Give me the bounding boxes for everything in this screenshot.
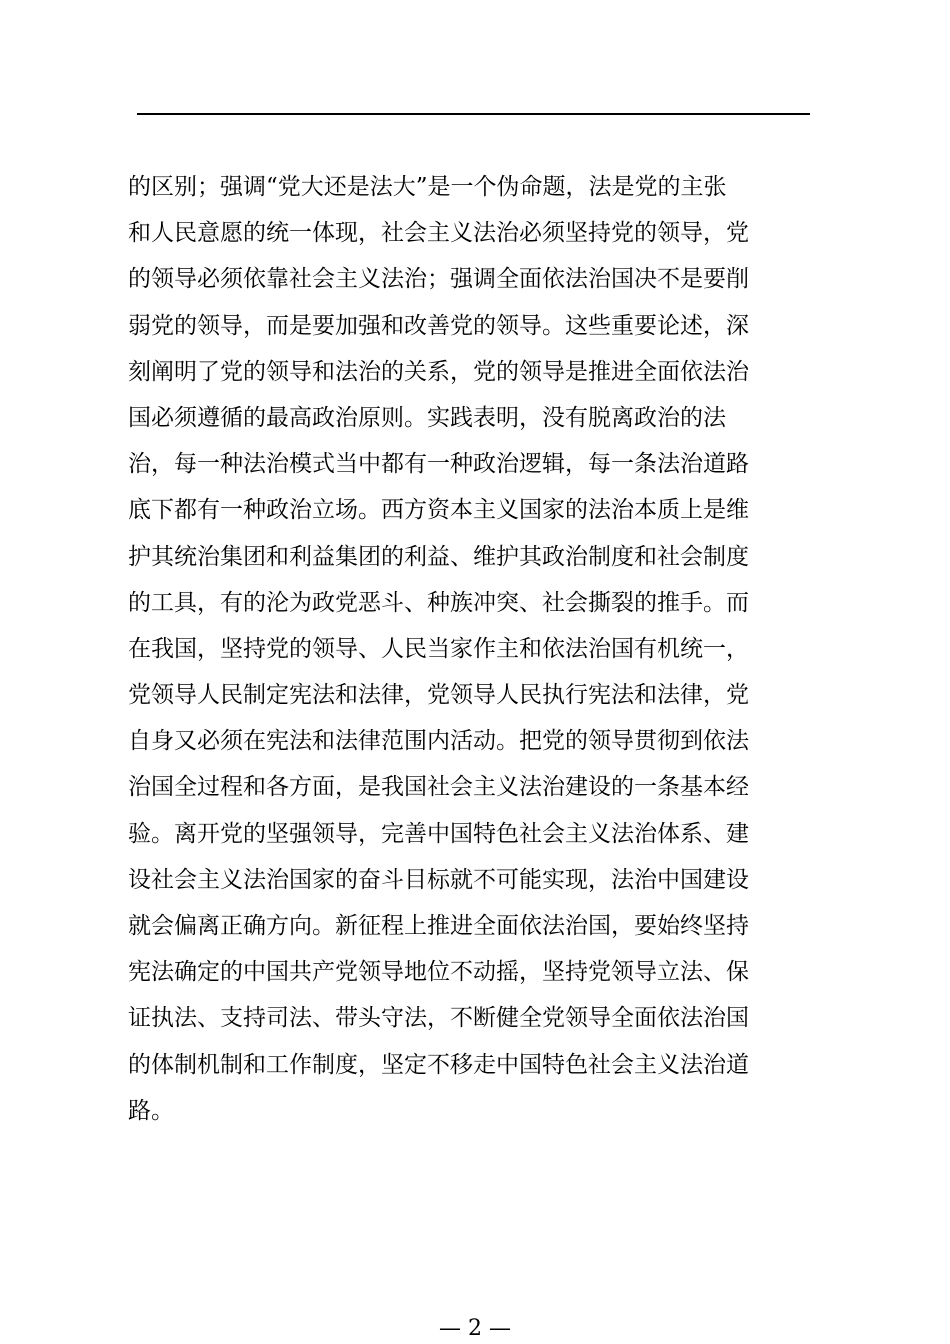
text-line: 国必须遵循的最高政治原则。实践表明，没有脱离政治的法 (128, 404, 726, 431)
text-line: 在我国，坚持党的领导、人民当家作主和依法治国有机统一， (128, 635, 749, 662)
text-line: 党领导人民制定宪法和法律，党领导人民执行宪法和法律，党 (128, 682, 749, 709)
text-line: 路。 (128, 1097, 174, 1124)
text-line: 的工具，有的沦为政党恶斗、种族冲突、社会撕裂的推手。而 (128, 589, 749, 616)
text-line: 刻阐明了党的领导和法治的关系，党的领导是推进全面依法治 (128, 358, 749, 385)
text-line: 底下都有一种政治立场。西方资本主义国家的法治本质上是维 (128, 497, 749, 524)
page-number: — 2 — (439, 1316, 511, 1341)
text-line: 治，每一种法治模式当中都有一种政治逻辑，每一条法治道路 (128, 451, 749, 478)
text-line: 和人民意愿的统一体现，社会主义法治必须坚持党的领导，党 (128, 220, 749, 247)
text-line: 的体制机制和工作制度，坚定不移走中国特色社会主义法治道 (128, 1051, 749, 1078)
text-line: 弱党的领导，而是要加强和改善党的领导。这些重要论述，深 (128, 312, 749, 339)
text-line: 设社会主义法治国家的奋斗目标就不可能实现，法治中国建设 (128, 866, 749, 893)
text-line: 的区别；强调“党大还是法大”是一个伪命题，法是党的主张 (128, 174, 727, 200)
header-rule (137, 113, 810, 115)
text-line: 治国全过程和各方面，是我国社会主义法治建设的一条基本经 (128, 774, 749, 801)
text-line: 护其统治集团和利益集团的利益、维护其政治制度和社会制度 (128, 543, 749, 570)
text-line: 验。离开党的坚强领导，完善中国特色社会主义法治体系、建 (128, 820, 749, 847)
body-text (128, 164, 828, 1134)
text-line: 宪法确定的中国共产党领导地位不动摇，坚持党领导立法、保 (128, 959, 749, 986)
text-line: 就会偏离正确方向。新征程上推进全面依法治国，要始终坚持 (128, 913, 749, 939)
text-line: 证执法、支持司法、带头守法，不断健全党领导全面依法治国 (128, 1005, 749, 1032)
text-line: 的领导必须依靠社会主义法治；强调全面依法治国决不是要削 (128, 266, 749, 293)
text-line: 自身又必须在宪法和法律范围内活动。把党的领导贯彻到依法 (128, 728, 749, 755)
